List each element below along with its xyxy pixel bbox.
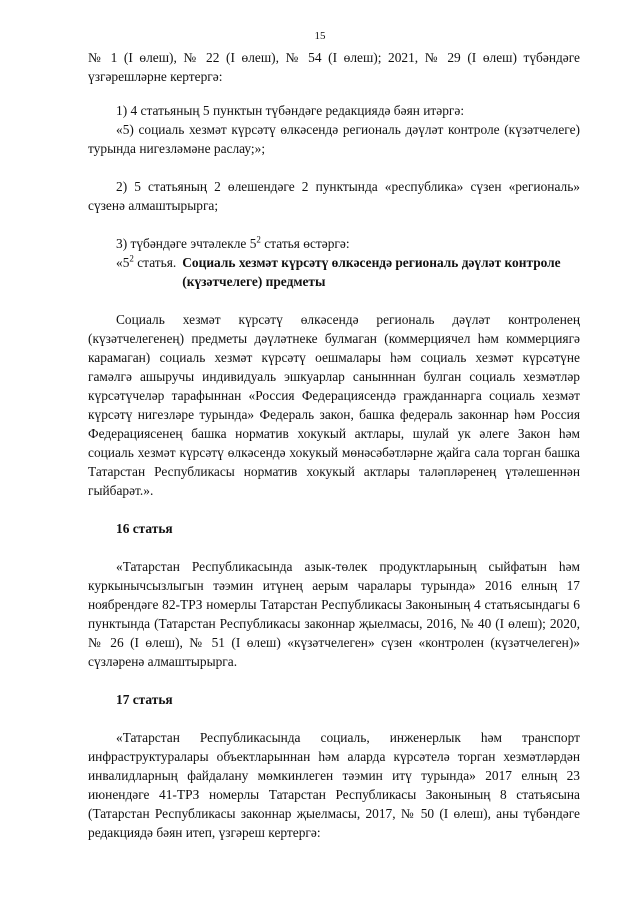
paragraph-amendment-intro: № 1 (I өлеш), № 22 (I өлеш), № 54 (I өлеш); 2021, № 29 (I өлеш) түбәндәге үзгәрешләрне кертергә:: [88, 50, 580, 84]
paragraph-article-16: «Татарстан Республикасында азык-төлек продуктларының сыйфатын һәм куркынычсызлыгын тәэмин итүнең аерым чаралары турында» 2016 елның 17 ноябрендәге 82-ТРЗ номерлы Татарстан Республикасы Законының 4 статьясындагы 6 пунктында (Татарстан Республикасы законнар җыелмасы, 2016, № 40 (I өлеш); 2020, № 26 (I өлеш), № 51 (I өлеш) «күзәтчелеген» сүзен «контролен (күзәтчелеген)» сүзләренә алмаштырырга.: [88, 559, 580, 669]
article-number: [116, 253, 176, 272]
paragraph-item-1-text: «5) социаль хезмәт күрсәтү өлкәсендә региональ дәүләт контроле (күзәтчелеге) турында нигезләмәне раслау;»;: [88, 122, 580, 156]
superscript: 2: [256, 234, 261, 245]
article-number-prefix: «5: [116, 255, 130, 270]
article-title: Социаль хезмәт күрсәтү өлкәсендә региональ дәүләт контроле (күзәтчелеге) предметы: [182, 255, 561, 289]
paragraph-item-2: 2) 5 статьяның 2 өлешендәге 2 пунктында «республика» сүзен «региональ» сүзенә алмаштырырга;: [88, 179, 580, 213]
article-number-suffix: статья.: [133, 255, 177, 270]
document-body: [88, 48, 580, 842]
paragraph-item-3-tail: статья өстәргә:: [260, 236, 350, 251]
paragraph-item-1: 1) 4 статьяның 5 пунктын түбәндәге редакциядә бәян итәргә:: [116, 103, 465, 118]
paragraph-article-body: Социаль хезмәт күрсәтү өлкәсендә региональ дәүләт контроленең (күзәтчелегенең) предметы дәүләтнеке булмаган (коммерциячел һәм коммерциягә карамаган) социаль хезмәт күрсәтү оешмалары һәм социаль хезмәт күрсәтүне гамәлгә ашыручы индивидуаль эшкуарлар санынннан булган социаль хезмәтләр күрсәтүчеләр тарафыннан «Россия Федерациясендә гражданнарга социаль хезмәт күрсәтү нигезләре турында» Федераль закон, башка федераль законнар һәм Россия Федерациясенең башка норматив хокукый актлары, шулай ук әлеге Закон һәм социаль хезмәт күрсәтү өлкәсендә хокукый мөнәсәбәтләрне җайга сала торган башка Татарстан Республикасы норматив хокукый актлары таләпләренең үтәлешеннән гыйбарәт.».: [88, 312, 580, 498]
article-heading: [88, 253, 580, 291]
section-heading-16: 16 статья: [116, 521, 173, 536]
superscript: 2: [129, 253, 134, 264]
paragraph-article-17: «Татарстан Республикасында социаль, инженерлык һәм транспорт инфраструктуралары объектларыннан һәм аларда күрсәтелә торган хезмәтләрдән инвалидларның файдалану мөмкинлеген тәэмин итү турында» 2017 елның 23 июнендәге 41-ТРЗ номерлы Татарстан Республикасы Законының 8 статьясына (Татарстан Республикасы законнар җыелмасы, 2017, № 50 (I өлеш), аны түбәндәге редакциядә бәян итеп, үзгәреш кертергә:: [88, 730, 580, 840]
paragraph-item-3-main: 3) түбәндәге эчтәлекле 5: [116, 236, 257, 251]
paragraph-item-3: [88, 234, 580, 253]
section-heading-17: 17 статья: [116, 692, 173, 707]
page-number: 15: [314, 30, 326, 42]
